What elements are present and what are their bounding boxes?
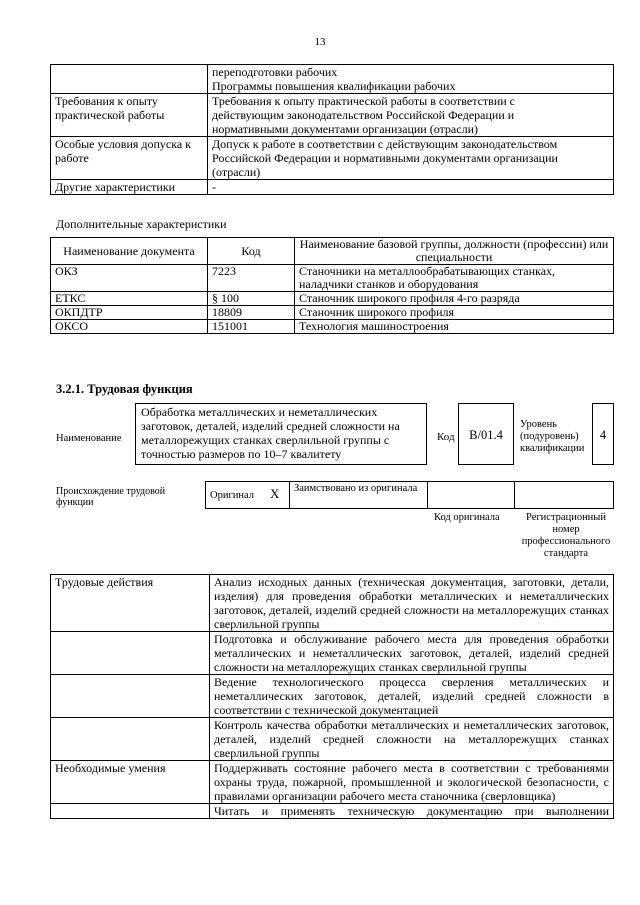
row-value — [208, 180, 614, 195]
section-title: 3.2.1. Трудовая функция — [56, 382, 193, 396]
row-value — [208, 65, 614, 94]
table-row — [51, 94, 614, 137]
text-line: (отрасли) — [212, 165, 261, 179]
text-line: Программы повышения квалификации рабочих — [212, 79, 456, 93]
table-row — [51, 575, 614, 632]
additional-table — [50, 237, 614, 334]
cell-name: Станочник широкого профиля 4-го разряда — [295, 292, 614, 306]
reg-number-cell — [514, 481, 614, 509]
original-label: Оригинал — [210, 490, 254, 501]
row-label: Другие характеристики — [51, 180, 208, 195]
requirements-table — [50, 64, 614, 195]
code-original-cell — [427, 481, 515, 509]
level-label: Уровень (подуровень) квалификации — [520, 419, 585, 454]
table-row — [51, 675, 614, 718]
table-row — [51, 320, 614, 334]
function-name-box: Обработка металлических и неметаллических заготовок, деталей, изделий средней сложности на металлорежущих станках сверлильной группы с точностью размеров по 10–7 квалитету — [135, 403, 427, 465]
original-cell — [205, 481, 290, 509]
cell-code: 18809 — [208, 306, 295, 320]
cell-code: 7223 — [208, 265, 295, 292]
table-row — [51, 265, 614, 292]
row-label: Трудовые действия — [51, 575, 210, 632]
origin-label: Происхождение трудовой функции — [56, 486, 166, 508]
row-label — [51, 804, 210, 819]
row-label: Необходимые умения — [51, 761, 210, 804]
table-row — [51, 761, 614, 804]
name-label: Наименование — [56, 433, 122, 444]
additional-title: Дополнительные характеристики — [56, 217, 227, 231]
row-label — [51, 718, 210, 761]
table-row — [51, 632, 614, 675]
cell-code: § 100 — [208, 292, 295, 306]
borrowed-cell: Заимствовано из оригинала — [289, 481, 428, 509]
cell-doc: ОКЗ — [51, 265, 208, 292]
text-line: действующим законодательством Российской Федерации и — [212, 108, 515, 122]
cell-name: Станочники на металлообрабатывающих станках, наладчики станков и оборудования — [295, 265, 614, 292]
row-text: Анализ исходных данных (техническая документация, заготовки, детали, изделия) для проведения обработки металлических и неметаллических заготовок, деталей, изделий средней сложности на металлорежущих станках сверлильной группы — [210, 575, 614, 632]
table-row — [51, 137, 614, 180]
header-doc: Наименование документа — [51, 238, 208, 265]
cell-name: Станочник широкого профиля — [295, 306, 614, 320]
table-row — [51, 292, 614, 306]
header-code: Код — [208, 238, 295, 265]
code-original-label: Код оригинала — [434, 512, 500, 523]
cell-code: 151001 — [208, 320, 295, 334]
row-text: Подготовка и обслуживание рабочего места для проведения обработки металлических и неметаллических заготовок, деталей, изделий средней сложности на металлорежущих станках сверлильной группы — [210, 632, 614, 675]
row-label — [51, 632, 210, 675]
text-line: - — [212, 180, 216, 194]
text-line: переподготовки рабочих — [212, 65, 338, 79]
table-row — [51, 306, 614, 320]
text-line: Российской Федерации и нормативными документами организации — [212, 151, 558, 165]
table-row — [51, 718, 614, 761]
row-value — [208, 137, 614, 180]
row-label: Особые условия допуска к работе — [51, 137, 208, 180]
table-row — [51, 65, 614, 94]
reg-number-label: Регистрационный номер профессионального стандарта — [521, 512, 611, 559]
actions-table — [50, 574, 614, 819]
table-row — [51, 804, 614, 819]
row-label: Требования к опыту практической работы — [51, 94, 208, 137]
row-text: Поддерживать состояние рабочего места в соответствии с требованиями охраны труда, пожарной, промышленной и экологической безопасности, с правилами организации рабочего места станочника (сверловщика) — [210, 761, 614, 804]
text-line: Требования к опыту практической работы в соответствии с — [212, 94, 515, 108]
text-line: Допуск к работе в соответствии с действующим законодательством — [212, 137, 558, 151]
function-code-box: B/01.4 — [458, 403, 514, 465]
level-value-box: 4 — [592, 403, 614, 465]
table-row — [51, 180, 614, 195]
cell-doc: ОКСО — [51, 320, 208, 334]
code-label: Код — [437, 431, 455, 443]
cell-doc: ЕТКС — [51, 292, 208, 306]
row-text: Ведение технологического процесса сверления металлических и неметаллических заготовок, деталей, изделий средней сложности в соответствии с технической документацией — [210, 675, 614, 718]
row-text: Читать и применять техническую документацию при выполнении — [210, 804, 614, 819]
text-line: нормативными документами организации (отрасли) — [212, 122, 478, 136]
page-number: 13 — [314, 36, 326, 48]
row-value — [208, 94, 614, 137]
cell-name: Технология машиностроения — [295, 320, 614, 334]
row-text: Контроль качества обработки металлических и неметаллических заготовок, деталей, изделий средней сложности на металлорежущих станках сверлильной группы — [210, 718, 614, 761]
table-header-row — [51, 238, 614, 265]
row-label — [51, 675, 210, 718]
original-mark: X — [270, 486, 280, 501]
header-name: Наименование базовой группы, должности (профессии) или специальности — [295, 238, 614, 265]
row-label — [51, 65, 208, 94]
cell-doc: ОКПДТР — [51, 306, 208, 320]
